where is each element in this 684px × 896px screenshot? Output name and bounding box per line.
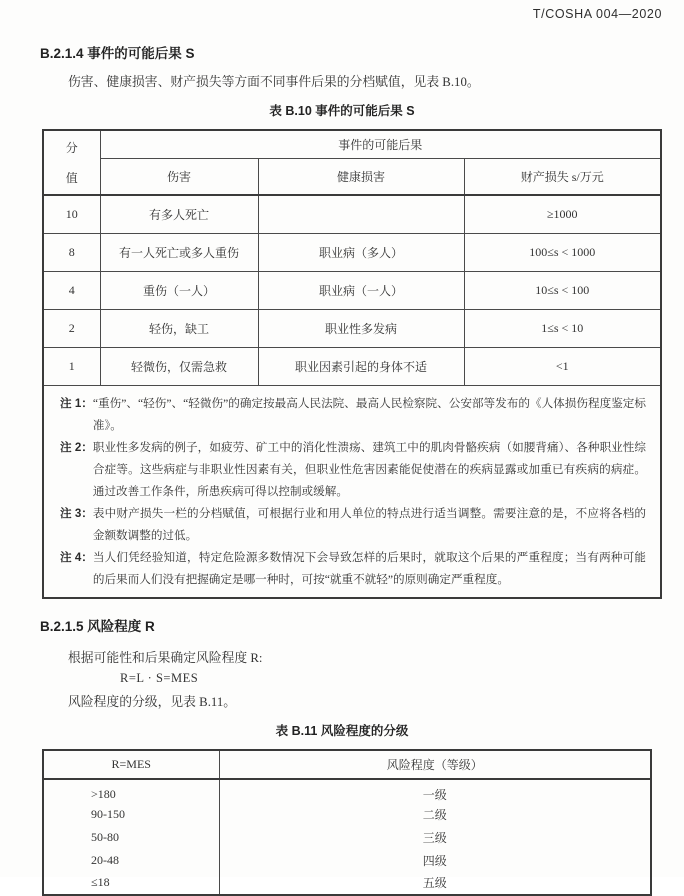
note-label: 注 1： xyxy=(60,396,93,410)
table-row xyxy=(43,779,651,803)
score-cell: 1 xyxy=(43,347,100,385)
level-cell: 一级 xyxy=(422,787,447,802)
note-item xyxy=(60,503,646,547)
injury-cell: 有多人死亡 xyxy=(100,195,258,233)
injury-cell: 轻伤，缺工 xyxy=(100,309,258,347)
column-header-injury: 伤害 xyxy=(100,158,258,195)
doc-code: T/COSHA 004—2020 xyxy=(532,7,662,21)
notes-cell xyxy=(43,385,661,598)
note-item xyxy=(60,393,646,437)
property-cell: <1 xyxy=(464,347,661,385)
range-cell: 50-80 xyxy=(43,826,219,849)
property-cell: 1≤s < 10 xyxy=(464,309,661,347)
range-cell: ≤18 xyxy=(43,872,219,895)
table-row xyxy=(43,826,651,849)
table-row xyxy=(43,271,661,309)
note-item xyxy=(60,437,646,503)
table-b10-header-row-2 xyxy=(43,158,661,195)
section-heading-b214: B.2.1.4 事件的可能后果 S xyxy=(40,46,195,61)
table-row xyxy=(43,803,651,826)
note-label: 注 2： xyxy=(60,440,93,454)
table-row xyxy=(43,347,661,385)
property-cell: ≥1000 xyxy=(464,195,661,233)
section-heading-b215: B.2.1.5 风险程度 R xyxy=(40,618,155,634)
injury-cell: 轻微伤，仅需急救 xyxy=(100,347,258,385)
table-b11-header xyxy=(43,750,651,779)
column-header-level: 风险程度（等级） xyxy=(219,750,651,779)
note-text: 职业性多发病的例子，如疲劳、矿工中的消化性溃疡、建筑工中的肌肉骨骼疾病（如腰背痛）、各种职业性综合症等。这些病症与非职业性因素有关，但职业性危害因素能促使潜在的疾病显露或加重已有疾病的病症。通过改善工作条件，所患疾病可得以控制或缓解。 xyxy=(92,440,647,498)
notes-row xyxy=(43,385,661,598)
health-cell: 职业因素引起的身体不适 xyxy=(258,347,464,385)
table-row xyxy=(43,872,651,895)
score-cell: 8 xyxy=(43,233,100,271)
risk-formula: R=L · S=MES xyxy=(120,670,199,685)
table-b10 xyxy=(42,129,662,599)
table-row xyxy=(43,309,661,347)
score-cell: 10 xyxy=(43,195,100,233)
level-cell: 四级 xyxy=(422,853,447,868)
level-cell: 三级 xyxy=(422,830,447,845)
range-cell: 90-150 xyxy=(43,803,219,826)
column-header-health: 健康损害 xyxy=(258,158,464,195)
score-cell: 2 xyxy=(43,309,100,347)
table-row xyxy=(43,849,651,872)
property-cell: 10≤s < 100 xyxy=(464,271,661,309)
table-b10-caption: 表 B.10 事件的可能后果 S xyxy=(269,104,415,118)
note-text: “重伤”、“轻伤”、“轻微伤”的确定按最高人民法院、最高人民检察院、公安部等发布的《人体损伤程度鉴定标准》。 xyxy=(92,396,647,432)
note-item xyxy=(60,547,646,591)
level-cell: 五级 xyxy=(422,876,447,890)
range-cell: 20-48 xyxy=(43,849,219,872)
injury-cell: 有一人死亡或多人重伤 xyxy=(100,233,258,271)
score-cell: 4 xyxy=(43,271,100,309)
table-b11-caption: 表 B.11 风险程度的分级 xyxy=(275,723,409,738)
score-header-bottom: 值 xyxy=(65,170,78,185)
note-text: 当人们凭经验知道，特定危险源多数情况下会导致怎样的后果时，就取这个后果的严重程度；当有两种可能的后果而人们没有把握确定是哪一种时，可按“就重不就轻”的原则确定严重程度。 xyxy=(92,550,647,586)
health-cell: 职业性多发病 xyxy=(258,309,464,347)
note-label: 注 4： xyxy=(60,550,93,564)
group-header-cell: 事件的可能后果 xyxy=(100,130,661,158)
note-text: 表中财产损失一栏的分档赋值，可根据行业和用人单位的特点进行适当调整。需要注意的是，不应将各档的金额数调整的过低。 xyxy=(92,506,647,542)
column-header-property: 财产损失 s/万元 xyxy=(464,158,661,195)
table-row xyxy=(43,233,661,271)
table-b11 xyxy=(42,749,652,896)
health-cell xyxy=(258,195,464,233)
range-cell: >180 xyxy=(43,779,219,803)
health-cell: 职业病（多人） xyxy=(258,233,464,271)
table-b10-header-row-1 xyxy=(43,130,661,158)
note-label: 注 3： xyxy=(60,506,93,520)
column-header-rmes: R=MES xyxy=(43,750,219,779)
intro-paragraph-b214: 伤害、健康损害、财产损失等方面不同事件后果的分档赋值，见表 B.10。 xyxy=(68,75,480,89)
property-cell: 100≤s < 1000 xyxy=(464,233,661,271)
level-cell: 二级 xyxy=(422,807,447,822)
score-header-cell xyxy=(43,130,100,195)
table-b11-header-row xyxy=(43,750,651,779)
injury-cell: 重伤（一人） xyxy=(100,271,258,309)
table-b10-header xyxy=(43,130,661,195)
paragraph-b215-line2: 风险程度的分级，见表 B.11。 xyxy=(68,694,237,709)
paragraph-b215-line1: 根据可能性和后果确定风险程度 R: xyxy=(68,650,263,665)
health-cell: 职业病（一人） xyxy=(258,271,464,309)
score-header-top: 分 xyxy=(65,140,78,155)
table-row xyxy=(43,195,661,233)
